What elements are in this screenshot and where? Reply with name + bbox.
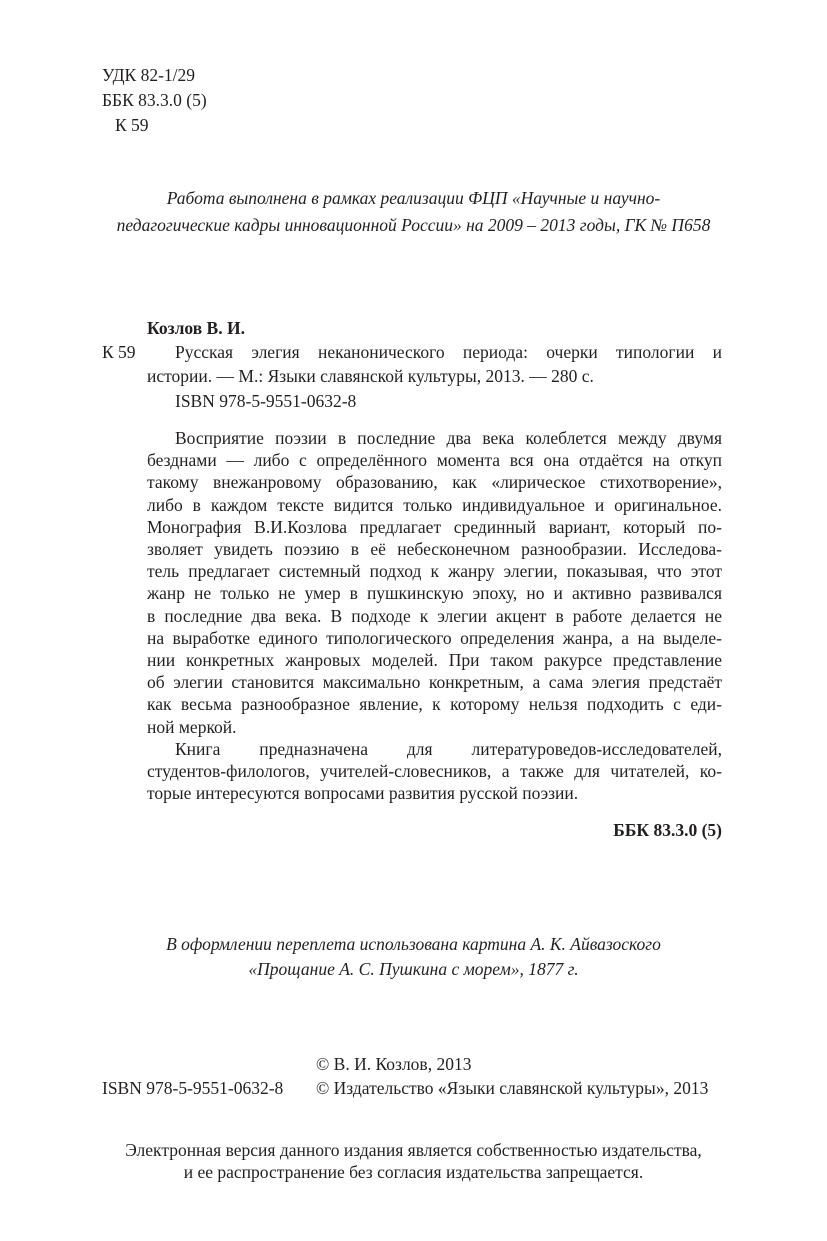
udk-code: УДК 82-1/29	[102, 65, 196, 85]
annotation-line: об элегии становится максимально конкретным, а сама элегия предстаёт	[147, 672, 722, 693]
annotation-line: Восприятие поэзии в последние два века колеблется между двумя	[175, 428, 722, 448]
annotation-line: либо в каждом тексте видится только индивидуальное и оригинальное.	[147, 494, 722, 515]
copyright-isbn: ISBN 978-5-9551-0632-8	[102, 1078, 284, 1098]
annotation-line: как весьма разнообразное явление, к которому нельзя подходить с еди-	[147, 694, 722, 715]
annotation-line: безднами — либо с определённого момента вся она отдаётся на откуп	[147, 450, 722, 471]
copyright-publisher: © Издательство «Языки славянской культуры», 2013	[316, 1078, 709, 1098]
annotation-line: торые интересуются вопросами развития русской поэзии.	[147, 783, 579, 804]
annotation	[147, 427, 722, 804]
cover-note-line: «Прощание А. С. Пушкина с морем», 1877 г.	[248, 959, 579, 979]
annotation-line: Книга предназначена для литературоведов-исследователей,	[175, 738, 722, 759]
cover-note-line: В оформлении переплета использована картина А. К. Айвазоского	[166, 934, 661, 954]
record-title-line: Русская элегия неканонического периода: очерки типологии и	[175, 342, 722, 362]
annotation-line: тель предлагает системный подход к жанру элегии, показывая, что этот	[147, 561, 722, 582]
annotation-line: нии конкретных жанровых моделей. При таком ракурсе представление	[147, 650, 722, 671]
annotation-line: ной меркой.	[147, 716, 237, 737]
copyright-author: © В. И. Козлов, 2013	[316, 1054, 472, 1074]
annotation-line: студентов-филологов, учителей-словесников, а также для читателей, ко-	[147, 761, 722, 782]
funding-note-line: педагогические кадры инновационной России» на 2009 – 2013 годы, ГК № П658	[116, 215, 711, 235]
record-sign: К 59	[102, 342, 136, 362]
bbk-code: ББК 83.3.0 (5)	[102, 90, 207, 110]
annotation-line: такому внежанровому образованию, как «лирическое стихотворение»,	[147, 472, 722, 493]
annotation-line: на выработке единого типологического определения жанра, а на выделе-	[147, 627, 722, 648]
author-sign: К 59	[115, 115, 149, 135]
annotation-line: в последние два века. В подходе к элегии акцент в работе делается не	[147, 605, 722, 626]
electronic-note-line: Электронная версия данного издания является собственностью издательства,	[125, 1140, 702, 1160]
record-author: Козлов В. И.	[147, 318, 245, 338]
annotation-line: Монография В.И.Козлова предлагает срединный вариант, который по-	[147, 516, 722, 537]
record-isbn: ISBN 978-5-9551-0632-8	[175, 391, 357, 411]
record-title-line: истории. — М.: Языки славянской культуры, 2013. — 280 с.	[147, 366, 594, 386]
funding-note-line: Работа выполнена в рамках реализации ФЦП «Научные и научно-	[166, 188, 661, 208]
annotation-line: зволяет увидеть поэзию в её небесконечном разнообразии. Исследова-	[147, 539, 722, 560]
bbk-footer: ББК 83.3.0 (5)	[613, 820, 722, 840]
annotation-line: жанр не только не умер в пушкинскую эпоху, но и активно развивался	[147, 583, 722, 604]
record-title	[175, 341, 722, 363]
electronic-note-line: и ее распространение без согласия издательства запрещается.	[183, 1162, 644, 1182]
